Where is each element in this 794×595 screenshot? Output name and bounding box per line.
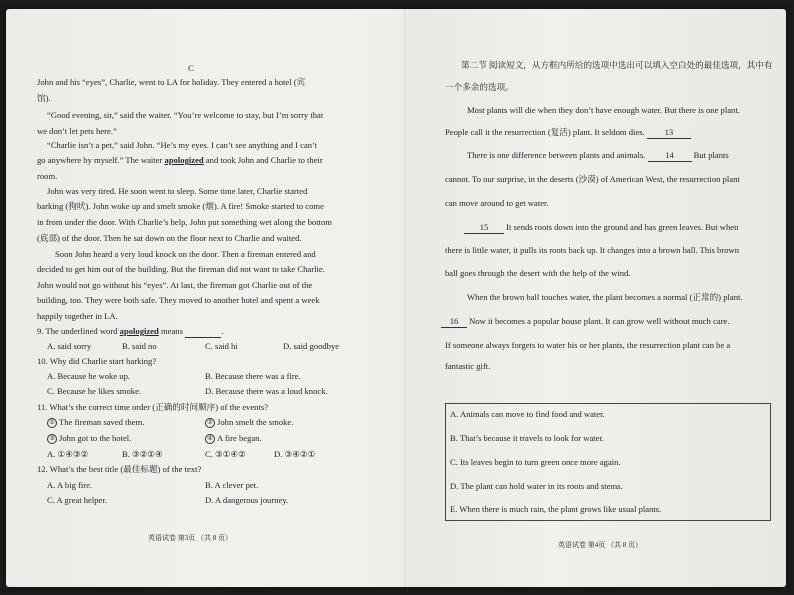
answer-blank-14[interactable]: 14 bbox=[648, 150, 692, 162]
passage-line: we don’t let pets here.” bbox=[37, 126, 117, 136]
passage-line: When the brown ball touches water, the plant becomes a normal (正常的) plant. bbox=[467, 292, 743, 302]
underlined-word: apologized bbox=[164, 155, 204, 165]
answer-blank-16[interactable]: 16 bbox=[441, 316, 467, 328]
passage-segment: and took John and Charlie to their bbox=[205, 155, 323, 165]
section-letter: C bbox=[188, 63, 194, 73]
passage-line: room. bbox=[37, 171, 58, 181]
passage-line: There is one difference between plants and animals. 14 But plants bbox=[467, 150, 729, 160]
event-number: ④ bbox=[205, 434, 215, 444]
passage-line: decided to get him out of the building. But the fireman did not want to take Charlie. bbox=[37, 264, 325, 274]
option-12b[interactable]: B. A clever pet. bbox=[205, 480, 259, 490]
passage-line: 馆). bbox=[37, 93, 51, 103]
option-11a[interactable]: A. ①④③② bbox=[47, 449, 89, 459]
question-10-stem: 10. Why did Charlie start barking? bbox=[37, 356, 157, 366]
event-2: ② John smelt the smoke. bbox=[205, 417, 293, 428]
event-number: ① bbox=[47, 418, 57, 428]
option-10a[interactable]: A. Because he woke up. bbox=[47, 371, 131, 381]
box-option-e[interactable]: E. When there is much rain, the plant grows like usual plants. bbox=[450, 504, 662, 514]
passage-line: building, too. They were both safe. They moved to another hotel and spent a week bbox=[37, 295, 320, 305]
option-12d[interactable]: D. A dangerous journey. bbox=[205, 495, 289, 505]
option-10b[interactable]: B. Because there was a fire. bbox=[205, 371, 301, 381]
option-10c[interactable]: C. Because he likes smoke. bbox=[47, 386, 142, 396]
event-3: ③ John got to the hotel. bbox=[47, 433, 131, 444]
event-4: ④ A fire began. bbox=[205, 433, 262, 444]
option-9c[interactable]: C. said hi bbox=[205, 341, 238, 351]
answer-blank[interactable] bbox=[185, 326, 221, 338]
question-9-stem: 9. The underlined word apologized means . bbox=[37, 326, 224, 336]
passage-line: If someone always forgets to water his or her plants, the resurrection plant can be a bbox=[445, 340, 731, 350]
passage-line: barking (狗吠). John woke up and smelt smoke (烟). A fire! Smoke started to come bbox=[37, 201, 324, 211]
options-box bbox=[445, 403, 771, 521]
option-9a[interactable]: A. said sorry bbox=[47, 341, 92, 351]
passage-line: cannot. To our surprise, in the deserts (沙漠) of American West, the resurrection plant bbox=[445, 174, 740, 184]
instruction-line: 第二节 阅读短文，从方框内所给的选项中选出可以填入空白处的最佳选项，其中有 bbox=[461, 60, 773, 70]
event-1: ① The fireman saved them. bbox=[47, 417, 144, 428]
event-number: ③ bbox=[47, 434, 57, 444]
instruction-line: 一个多余的选项。 bbox=[445, 82, 514, 92]
box-option-c[interactable]: C. Its leaves begin to turn green once more again. bbox=[450, 457, 621, 467]
passage-line: happily together in LA. bbox=[37, 311, 118, 321]
page-footer-left: 英语试卷 第3页 （共 8 页） bbox=[148, 534, 232, 542]
passage-line: “Charlie isn’t a pet,” said John. “He’s my eyes. I can’t see anything and I can’t bbox=[47, 140, 318, 150]
passage-line: fantastic gift. bbox=[445, 361, 491, 371]
passage-segment: go anywhere by myself.” The waiter bbox=[37, 155, 163, 165]
passage-line: in from under the door. With Charlie’s help, John put something wet along the bottom bbox=[37, 217, 332, 227]
passage-line: Soon John heard a very loud knock on the door. Then a fireman entered and bbox=[55, 249, 316, 259]
box-option-d[interactable]: D. The plant can hold water in its roots and stems. bbox=[450, 481, 623, 491]
passage-line: John was very tired. He soon went to sleep. Some time later, Charlie started bbox=[47, 186, 308, 196]
passage-line: People call it the resurrection (复活) plant. It seldom dies. 13 bbox=[445, 127, 691, 139]
passage-line: there is little water, it pulls its roots back up. It changes into a brown ball. This brown bbox=[445, 245, 740, 255]
option-12a[interactable]: A. A big fire. bbox=[47, 480, 93, 490]
option-11d[interactable]: D. ③④②① bbox=[274, 449, 316, 459]
option-10d[interactable]: D. Because there was a loud knock. bbox=[205, 386, 328, 396]
passage-line bbox=[37, 155, 323, 166]
page-fold bbox=[404, 9, 405, 587]
option-11c[interactable]: C. ③①④② bbox=[205, 449, 246, 459]
passage-line: Most plants will die when they don’t have enough water. But there is one plant. bbox=[467, 105, 740, 115]
passage-line: 15 It sends roots down into the ground and has green leaves. But when bbox=[464, 222, 738, 234]
passage-line: John would not go without his “eyes”. At last, the fireman got Charlie out of the bbox=[37, 280, 313, 290]
box-option-b[interactable]: B. That’s because it travels to look for water. bbox=[450, 433, 605, 443]
passage-line: “Good evening, sir,” said the waiter. “You’re welcome to stay, but I’m sorry that bbox=[47, 110, 324, 120]
option-12c[interactable]: C. A great helper. bbox=[47, 495, 107, 505]
option-9d[interactable]: D. said goodbye bbox=[283, 341, 340, 351]
answer-blank-13[interactable]: 13 bbox=[647, 127, 691, 139]
question-11-stem: 11. What’s the correct time order (正确的时间顺序) of the events? bbox=[37, 402, 269, 412]
passage-line: (底部) of the door. Then he sat down on the floor next to Charlie and waited. bbox=[37, 233, 302, 243]
passage-line: 16 Now it becomes a popular house plant. It can grow well without much care. bbox=[441, 316, 730, 328]
event-number: ② bbox=[205, 418, 215, 428]
box-option-a[interactable]: A. Animals can move to find food and water. bbox=[450, 409, 605, 419]
page-footer-right: 英语试卷 第4页 （共 8 页） bbox=[558, 541, 642, 549]
passage-line: can move around to get water. bbox=[445, 198, 549, 208]
answer-blank-15[interactable]: 15 bbox=[464, 222, 504, 234]
passage-line: ball goes through the desert with the help of the wind. bbox=[445, 268, 631, 278]
passage-line: John and his “eyes”, Charlie, went to LA for holiday. They entered a hotel (宾 bbox=[37, 77, 306, 87]
option-9b[interactable]: B. said no bbox=[122, 341, 157, 351]
underlined-word: apologized bbox=[119, 326, 159, 336]
question-12-stem: 12. What’s the best title (最佳标题) of the text? bbox=[37, 464, 202, 474]
option-11b[interactable]: B. ③②①④ bbox=[122, 449, 163, 459]
